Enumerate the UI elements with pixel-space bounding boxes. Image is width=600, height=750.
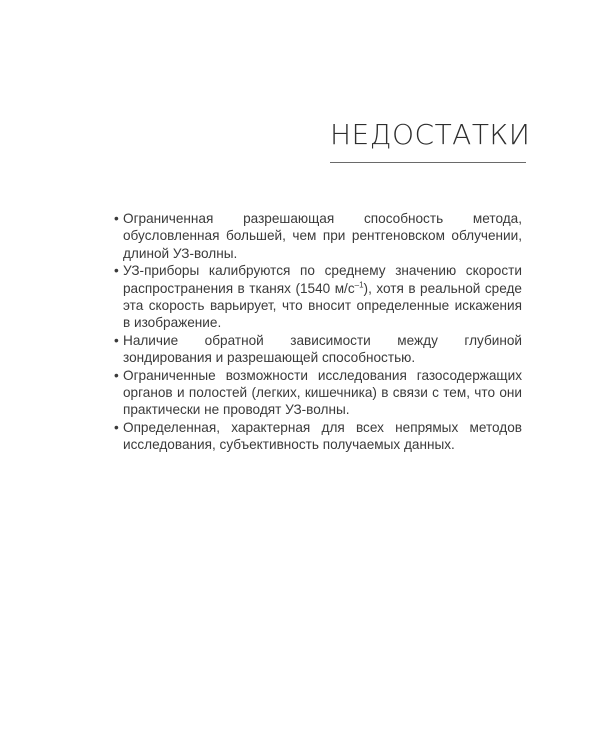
list-item-text: Ограниченная разрешающая способность метода, обусловленная большей, чем при рентгеновском облучении, длиной УЗ-волны. — [123, 211, 522, 261]
list-item-text-continued: ), хотя в реальной среде эта скорость варьирует, что вносит определенные искажения в изображение. — [123, 280, 522, 331]
list-item — [114, 210, 522, 262]
list-item — [114, 367, 522, 419]
bullet-list — [114, 210, 522, 454]
superscript-exponent: –1 — [354, 280, 364, 290]
list-item-text: УЗ-приборы калибруются по среднему значению скорости распространения в тканях (1540 м/с — [123, 263, 522, 296]
list-item-text: Наличие обратной зависимости между глубиной зондирования и разрешающей способностью. — [123, 332, 522, 366]
bullet-icon: • — [114, 332, 119, 348]
heading-block — [330, 118, 531, 163]
bullet-icon: • — [114, 419, 119, 435]
list-item — [114, 332, 522, 367]
title-underline — [330, 162, 526, 163]
page-title: НЕДОСТАТКИ — [330, 118, 531, 151]
list-item — [114, 419, 522, 454]
bullet-icon: • — [114, 263, 119, 279]
list-item — [114, 262, 522, 332]
bullet-icon: • — [114, 367, 119, 383]
content-body — [114, 210, 522, 454]
list-item-text: Ограниченные возможности исследования газосодержащих органов и полостей (легких, кишечника) в связи с тем, что они практически не проводят УЗ-волны. — [123, 367, 522, 418]
bullet-icon: • — [114, 211, 119, 226]
list-item-text: Определенная, характерная для всех непрямых методов исследования, субъективность получаемых данных. — [123, 419, 522, 453]
